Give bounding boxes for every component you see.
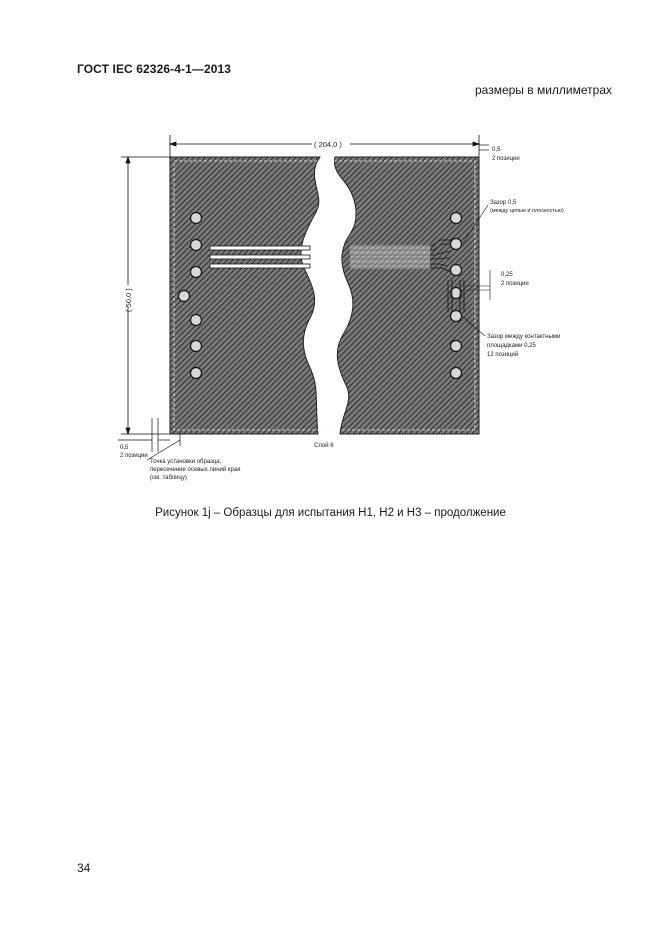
- datum-note-2: пересечение осевых линий края: [150, 467, 241, 473]
- gap-label: Зазор 0,5: [490, 200, 517, 206]
- left-gap-value: 0,5: [120, 445, 129, 451]
- pad-gap-label-2: площадками 0,25: [487, 343, 536, 349]
- hole: [191, 315, 202, 326]
- right-gap-value: 0,5: [492, 147, 501, 153]
- document-standard-title: ГОСТ IEC 62326-4-1—2013: [77, 62, 232, 76]
- hole: [191, 213, 202, 224]
- datum-note-1: Точка установки образца,: [150, 459, 222, 465]
- hole: [191, 240, 202, 251]
- width-dimension-label: ( 204,0 ): [314, 140, 342, 149]
- gap-label-note: (между цепью и плоскостью): [490, 208, 564, 214]
- layer-label: Слой 6: [314, 443, 334, 449]
- hole: [191, 368, 202, 379]
- hole: [451, 213, 462, 224]
- height-dimension-label: ( 50,0 ): [124, 288, 133, 312]
- hole: [191, 341, 202, 352]
- hole: [179, 291, 190, 302]
- pad: [451, 265, 462, 276]
- left-traces: [210, 246, 310, 268]
- trace-gap-count: 2 позиции: [501, 281, 529, 287]
- datum-note-3: (см. таблицу): [150, 475, 187, 481]
- figure-caption: Рисунок 1j – Образцы для испытания H1, H2 и H3 – продолжение: [155, 507, 506, 519]
- pad: [451, 239, 462, 250]
- right-gap-count: 2 позиции: [492, 156, 520, 162]
- page-number: 34: [77, 861, 91, 875]
- pad-gap-count: 12 позиций: [487, 352, 519, 358]
- board-left-panel: [170, 157, 320, 434]
- hole: [451, 368, 462, 379]
- pad-gap-label: Зазор между контактными: [487, 334, 561, 340]
- hole: [451, 341, 462, 352]
- pad: [451, 311, 462, 322]
- units-note: размеры в миллиметрах: [474, 83, 612, 97]
- hole: [191, 267, 202, 278]
- left-gap-count: 2 позиции: [120, 453, 148, 459]
- trace-gap-value: 0,25: [501, 272, 513, 278]
